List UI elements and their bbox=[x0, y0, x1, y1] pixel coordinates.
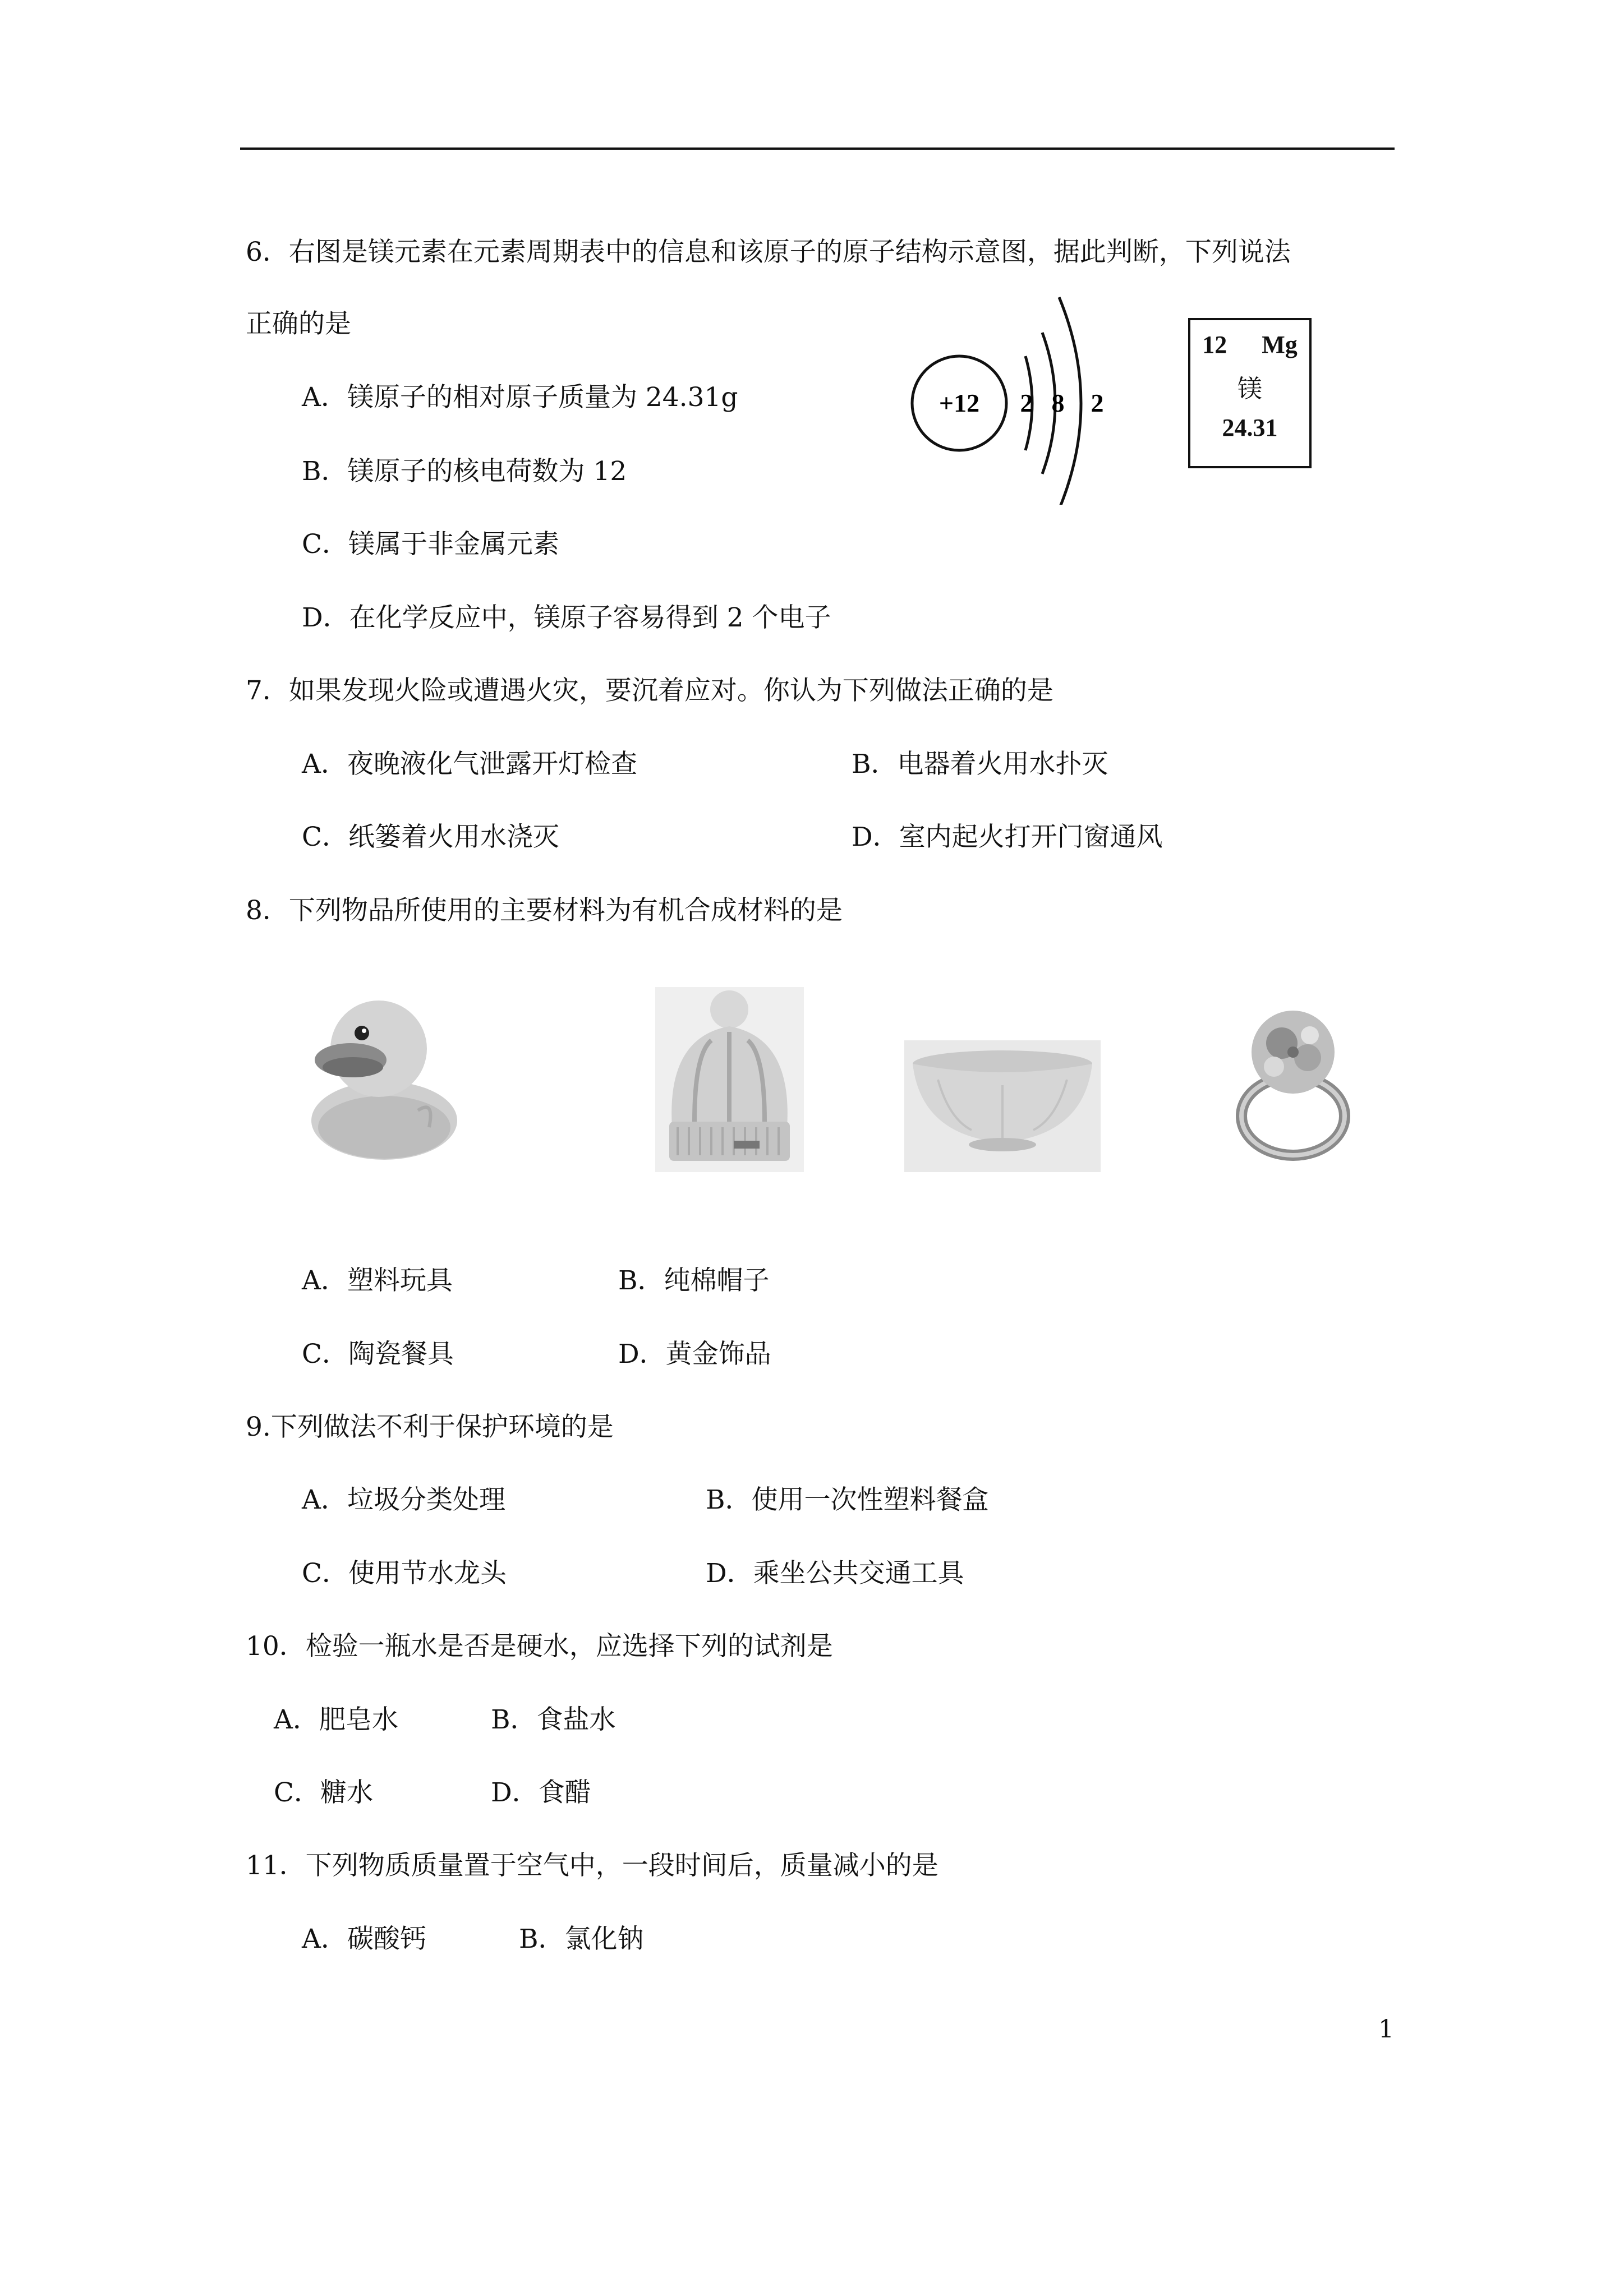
q6-option-c: C．镁属于非金属元素 bbox=[302, 529, 559, 560]
shell-3-electrons: 2 bbox=[1091, 389, 1104, 417]
q10-option-b: B．食盐水 bbox=[491, 1704, 616, 1735]
q11-stem: 11．下列物质质量置于空气中，一段时间后，质量减小的是 bbox=[246, 1850, 938, 1881]
q8-option-a: A．塑料玩具 bbox=[302, 1265, 453, 1296]
shell-2-electrons: 8 bbox=[1051, 389, 1065, 417]
q7-option-d: D．室内起火打开门窗通风 bbox=[852, 822, 1163, 852]
q9-option-b: B．使用一次性塑料餐盒 bbox=[706, 1484, 989, 1515]
q10-stem: 10．检验一瓶水是否是硬水，应选择下列的试剂是 bbox=[246, 1631, 833, 1662]
element-name: 镁 bbox=[1237, 375, 1262, 403]
nucleus-charge: +12 bbox=[938, 389, 980, 417]
knit-hat-image bbox=[655, 987, 804, 1172]
q6-stem-line2: 正确的是 bbox=[246, 308, 351, 339]
header-rule bbox=[240, 147, 1395, 150]
shell-1-electrons: 2 bbox=[1020, 389, 1033, 417]
q6-stem-line1: 6．右图是镁元素在元素周期表中的信息和该原子的原子结构示意图，据此判断，下列说法 bbox=[246, 237, 1291, 268]
element-symbol: Mg bbox=[1262, 331, 1298, 358]
q11-option-b: B．氯化钠 bbox=[519, 1924, 644, 1954]
q8-option-d: D．黄金饰品 bbox=[618, 1339, 771, 1370]
atom-structure-diagram bbox=[909, 292, 1144, 505]
q8-stem: 8．下列物品所使用的主要材料为有机合成材料的是 bbox=[246, 895, 843, 926]
q10-option-c: C．糖水 bbox=[274, 1777, 373, 1808]
rubber-duck-image bbox=[295, 987, 463, 1167]
element-number: 12 bbox=[1202, 331, 1227, 358]
ceramic-bowl-image bbox=[904, 1040, 1101, 1172]
q10-option-d: D．食醋 bbox=[491, 1777, 591, 1808]
q7-option-b: B．电器着火用水扑灭 bbox=[852, 749, 1108, 780]
q9-option-a: A．垃圾分类处理 bbox=[302, 1484, 505, 1515]
page-number: 1 bbox=[1378, 2015, 1394, 2044]
element-card bbox=[1188, 318, 1312, 468]
q6-option-a: A．镁原子的相对原子质量为 24.31g bbox=[302, 382, 738, 413]
q6-option-d: D．在化学反应中，镁原子容易得到 2 个电子 bbox=[302, 602, 831, 633]
q7-option-a: A．夜晚液化气泄露开灯检查 bbox=[302, 749, 637, 780]
q10-option-a: A．肥皂水 bbox=[274, 1704, 398, 1735]
silver-ring-image bbox=[1226, 1004, 1360, 1167]
q6-option-b: B．镁原子的核电荷数为 12 bbox=[302, 456, 627, 487]
q7-stem: 7．如果发现火险或遭遇火灾，要沉着应对。你认为下列做法正确的是 bbox=[246, 675, 1053, 706]
q9-stem: 9.下列做法不利于保护环境的是 bbox=[246, 1412, 614, 1442]
q8-option-b: B．纯棉帽子 bbox=[618, 1265, 770, 1296]
element-mass: 24.31 bbox=[1222, 414, 1278, 441]
q8-option-c: C．陶瓷餐具 bbox=[302, 1339, 454, 1370]
q7-option-c: C．纸篓着火用水浇灭 bbox=[302, 822, 559, 852]
q9-option-c: C．使用节水龙头 bbox=[302, 1558, 507, 1589]
q9-option-d: D．乘坐公共交通工具 bbox=[706, 1558, 964, 1589]
q11-option-a: A．碳酸钙 bbox=[302, 1924, 426, 1954]
